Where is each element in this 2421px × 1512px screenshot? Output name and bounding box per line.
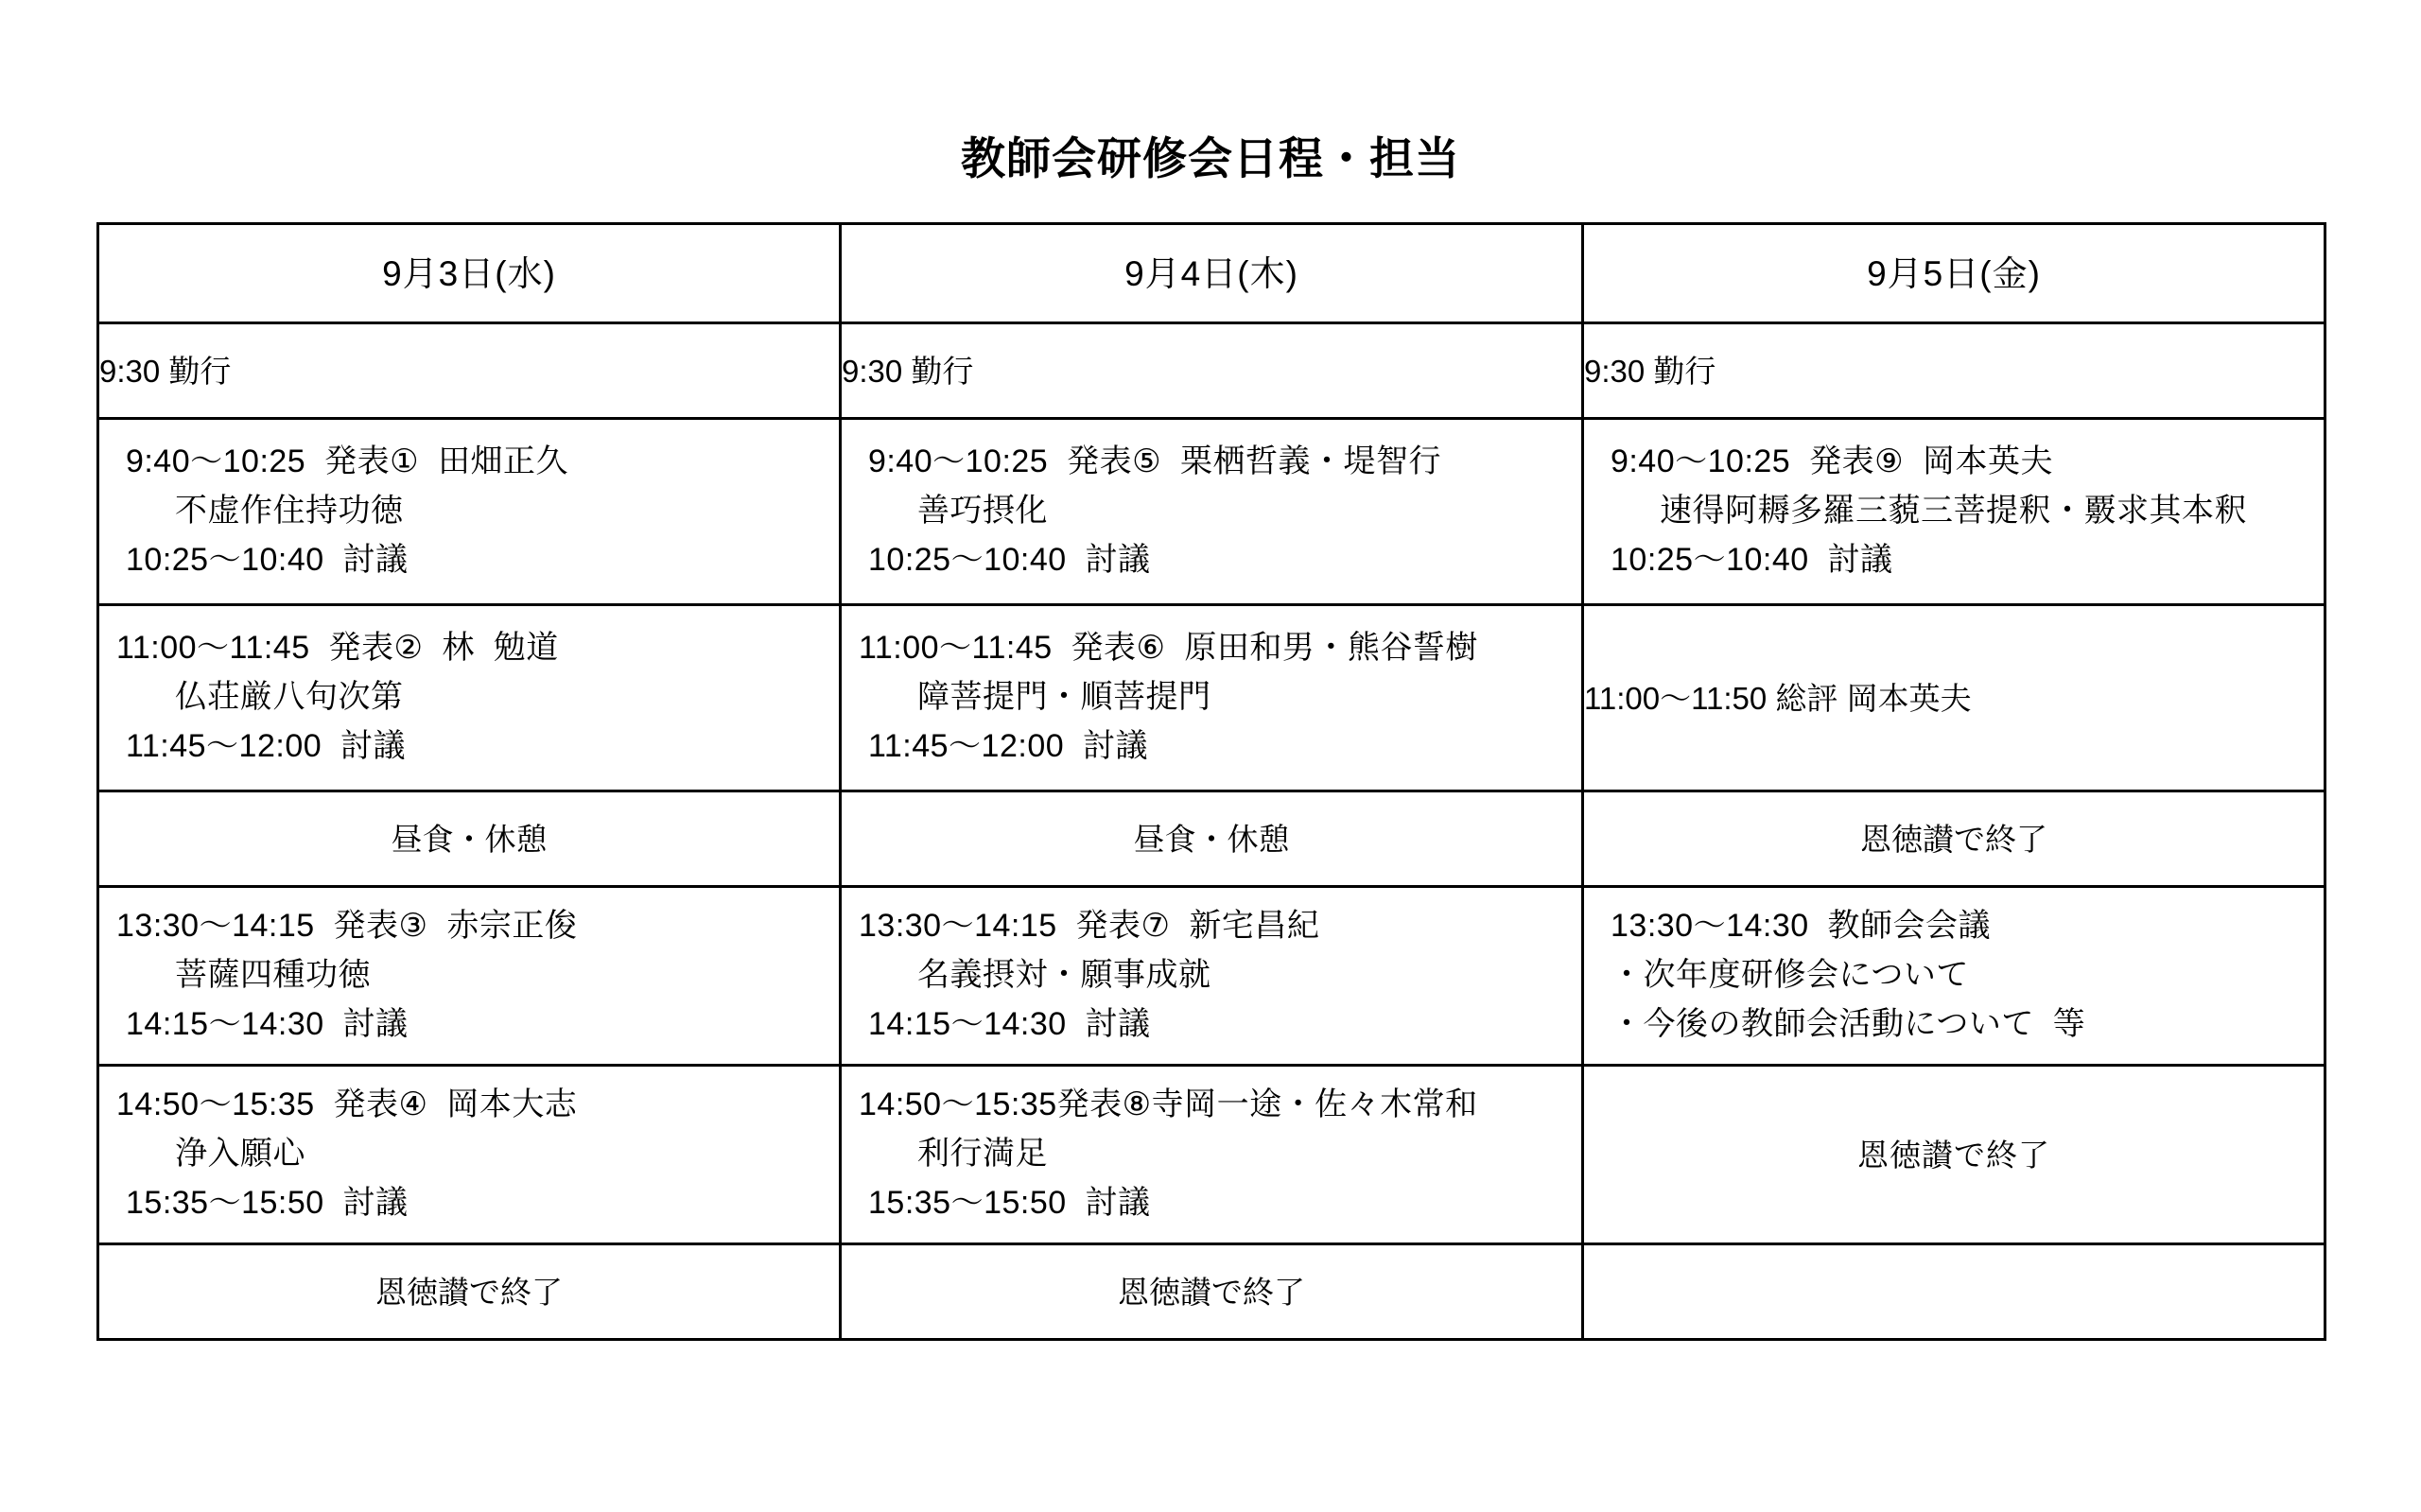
schedule-line-topic: 善巧摂化 — [917, 493, 1048, 530]
schedule-line-discussion: 11:45〜12:00 討議 — [126, 727, 407, 764]
schedule-line-time: 14:50〜15:35発表⑧寺岡一途・佐々木常和 — [859, 1086, 1478, 1123]
schedule-line-time: 9:40〜10:25 発表⑤ 栗栖哲義・堤智行 — [859, 443, 1441, 480]
schedule-line-topic: 名義摂対・願事成就 — [917, 957, 1211, 994]
schedule-line-discussion: 15:35〜15:50 討議 — [126, 1184, 409, 1221]
schedule-entry — [99, 611, 839, 784]
schedule-entry — [99, 425, 839, 598]
schedule-cell — [98, 323, 841, 419]
schedule-line-discussion: 10:25〜10:40 討議 — [868, 541, 1151, 578]
schedule-line-time: 13:30〜14:30 教師会会議 — [1611, 908, 1992, 945]
schedule-cell — [98, 605, 841, 791]
table-row — [98, 1066, 2325, 1244]
page-title: 教師会研修会日程・担当 — [961, 133, 1460, 183]
schedule-line-time: 13:30〜14:15 発表③ 赤宗正俊 — [116, 908, 578, 945]
schedule-line-topic: 障菩提門・順菩提門 — [917, 679, 1211, 716]
schedule-cell — [1583, 791, 2325, 887]
table-row — [98, 887, 2325, 1066]
schedule-text: 11:00〜11:50 総評 岡本英夫 — [1584, 680, 1972, 716]
column-header-day3 — [1583, 224, 2325, 323]
schedule-line-agenda-2: ・今後の教師会活動について 等 — [1611, 1005, 2086, 1042]
schedule-line-discussion: 14:15〜14:30 討議 — [126, 1005, 409, 1042]
table-header-row — [98, 224, 2325, 323]
schedule-entry — [1584, 425, 2324, 598]
schedule-cell — [98, 887, 841, 1066]
schedule-cell — [841, 605, 1583, 791]
schedule-line-time: 14:50〜15:35 発表④ 岡本大志 — [116, 1086, 578, 1123]
schedule-cell — [841, 1244, 1583, 1340]
schedule-cell — [841, 323, 1583, 419]
schedule-line-topic: 浄入願心 — [175, 1136, 305, 1173]
schedule-line-topic: 菩薩四種功徳 — [175, 957, 371, 994]
schedule-entry — [99, 1068, 839, 1241]
column-header-label: 9月3日(水) — [382, 253, 556, 293]
schedule-text: 9:30 勤行 — [99, 353, 232, 389]
schedule-text: 恩徳讃で終了 — [375, 1274, 563, 1310]
schedule-line-agenda-1: ・次年度研修会について — [1611, 957, 1969, 994]
column-header-label: 9月4日(木) — [1124, 253, 1298, 293]
schedule-line-time: 9:40〜10:25 発表① 田畑正久 — [116, 443, 568, 480]
schedule-entry — [842, 425, 1581, 598]
table-row — [98, 323, 2325, 419]
schedule-line-time: 9:40〜10:25 発表⑨ 岡本英夫 — [1601, 443, 2053, 480]
schedule-cell — [1583, 419, 2325, 605]
schedule-entry — [842, 1068, 1581, 1241]
schedule-line-time: 11:00〜11:45 発表② 林 勉道 — [116, 630, 559, 667]
schedule-cell — [1583, 1066, 2325, 1244]
schedule-cell — [1583, 605, 2325, 791]
table-row — [98, 419, 2325, 605]
schedule-line-discussion: 14:15〜14:30 討議 — [868, 1005, 1151, 1042]
schedule-line-topic: 不虚作住持功徳 — [175, 493, 404, 530]
schedule-line-discussion: 11:45〜12:00 討議 — [868, 727, 1149, 764]
schedule-entry — [842, 889, 1581, 1062]
column-header-label: 9月5日(金) — [1867, 253, 2041, 293]
schedule-cell-empty — [1583, 1244, 2325, 1340]
schedule-entry — [1584, 889, 2324, 1062]
schedule-text: 昼食・休憩 — [1133, 821, 1290, 857]
schedule-cell — [841, 1066, 1583, 1244]
schedule-text: 昼食・休憩 — [391, 821, 548, 857]
column-header-day1 — [98, 224, 841, 323]
schedule-cell — [1583, 323, 2325, 419]
schedule-entry — [842, 611, 1581, 784]
schedule-line-time: 13:30〜14:15 発表⑦ 新宅昌紀 — [859, 908, 1320, 945]
schedule-text: 9:30 勤行 — [842, 353, 974, 389]
table-row — [98, 1244, 2325, 1340]
schedule-cell — [98, 791, 841, 887]
table-row — [98, 791, 2325, 887]
table-row — [98, 605, 2325, 791]
schedule-cell — [98, 419, 841, 605]
schedule-cell — [841, 887, 1583, 1066]
schedule-text: 恩徳讃で終了 — [1860, 821, 2047, 857]
schedule-line-discussion: 10:25〜10:40 討議 — [1611, 541, 1893, 578]
schedule-line-discussion: 15:35〜15:50 討議 — [868, 1184, 1151, 1221]
schedule-cell — [841, 419, 1583, 605]
schedule-entry — [99, 889, 839, 1062]
schedule-text: 恩徳讃で終了 — [1857, 1137, 2050, 1173]
schedule-cell — [98, 1244, 841, 1340]
schedule-table — [96, 222, 2326, 1341]
schedule-line-time: 11:00〜11:45 発表⑥ 原田和男・熊谷誓樹 — [859, 630, 1478, 667]
schedule-cell — [841, 791, 1583, 887]
schedule-line-discussion: 10:25〜10:40 討議 — [126, 541, 409, 578]
schedule-line-topic: 仏荘厳八句次第 — [175, 679, 404, 716]
schedule-cell — [1583, 887, 2325, 1066]
schedule-text: 9:30 勤行 — [1584, 353, 1716, 389]
schedule-cell — [98, 1066, 841, 1244]
schedule-text: 恩徳讃で終了 — [1118, 1274, 1305, 1310]
column-header-day2 — [841, 224, 1583, 323]
schedule-line-topic: 速得阿耨多羅三藐三菩提釈・覈求其本釈 — [1660, 493, 2247, 530]
schedule-line-topic: 利行満足 — [917, 1136, 1048, 1173]
